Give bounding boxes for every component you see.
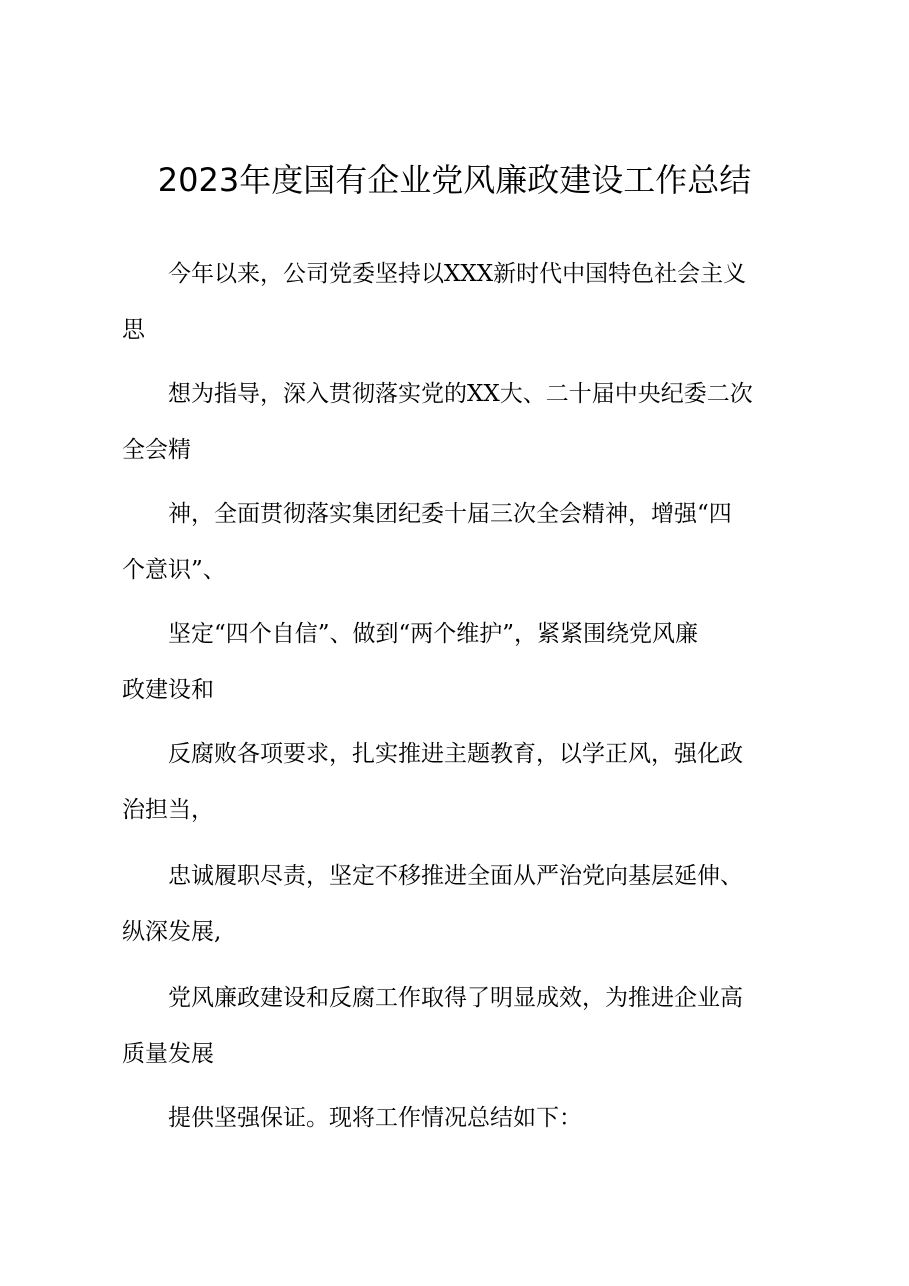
paragraph-line: 质量发展 <box>122 1041 214 1067</box>
paragraph-5 <box>122 726 802 838</box>
paragraph-line: 思 <box>122 317 145 343</box>
paragraph-7 <box>122 970 802 1082</box>
paragraph-line: 今年以来，公司党委坚持以XXX新时代中国特色社会主义 <box>168 261 747 287</box>
paragraph-line: 想为指导，深入贯彻落实党的XX大、二十届中央纪委二次 <box>168 381 753 407</box>
paragraph-4 <box>122 606 802 718</box>
paragraph-line: 纵深发展, <box>122 919 222 945</box>
document-title: 2023年度国有企业党风廉政建设工作总结 <box>157 161 752 199</box>
paragraph-line: 提供坚强保证。现将工作情况总结如下： <box>168 1105 582 1131</box>
paragraph-line: 治担当， <box>122 797 214 823</box>
paragraph-line: 忠诚履职尽责，坚定不移推进全面从严治党向基层延伸、 <box>168 863 743 889</box>
paragraph-line: 政建设和 <box>122 677 214 703</box>
paragraph-3 <box>122 486 802 598</box>
paragraph-8 <box>122 1090 802 1146</box>
paragraph-1 <box>122 246 802 358</box>
paragraph-line: 坚定“四个自信”、做到“两个维护”，紧紧围绕党风廉 <box>168 621 699 647</box>
paragraph-6 <box>122 848 802 960</box>
paragraph-line: 反腐败各项要求，扎实推进主题教育，以学正风，强化政 <box>168 741 743 767</box>
paragraph-line: 全会精 <box>122 437 191 463</box>
paragraph-line: 个意识”、 <box>122 557 226 583</box>
paragraph-line: 神，全面贯彻落实集团纪委十届三次全会精神，增强“四 <box>168 501 732 527</box>
paragraph-line: 党风廉政建设和反腐工作取得了明显成效，为推进企业高 <box>168 985 743 1011</box>
paragraph-2 <box>122 366 802 478</box>
